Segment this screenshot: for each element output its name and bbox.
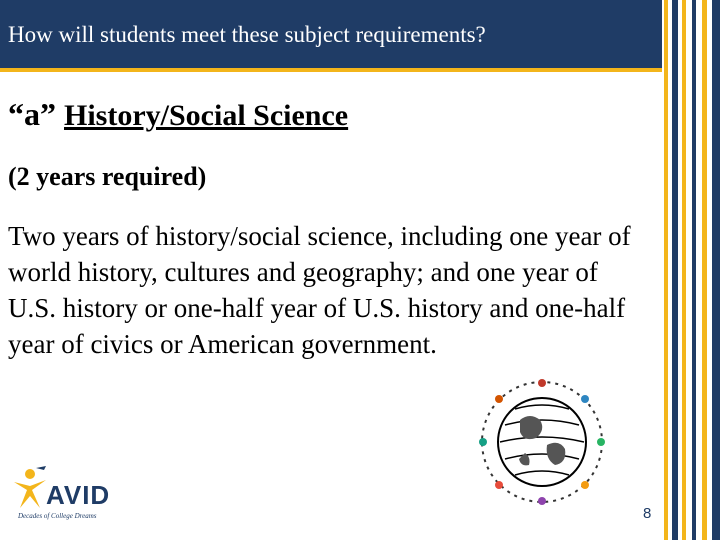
- years-required: (2 years required): [8, 162, 207, 191]
- globe-with-children-icon: [475, 375, 610, 510]
- slide-title: How will students meet these subject requirements?: [8, 22, 486, 47]
- heading-tag: “a”: [8, 96, 56, 132]
- body-text: Two years of history/social science, including one year of world history, cultures and geography; and one year of U.S. history or one-half year of U.S. history and one-half year of civics or American government.: [8, 221, 631, 359]
- heading-subject: History/Social Science: [64, 99, 349, 132]
- title-bar: [0, 0, 662, 72]
- page-number: 8: [643, 505, 652, 522]
- avid-logo: [10, 462, 125, 524]
- decorative-stripes: [662, 0, 720, 540]
- section-heading: [8, 96, 348, 133]
- avid-figure-icon: [10, 466, 50, 512]
- logo-name: AVID: [46, 480, 111, 510]
- globe: [498, 398, 586, 486]
- logo-tagline: Decades of College Dreams: [18, 512, 97, 520]
